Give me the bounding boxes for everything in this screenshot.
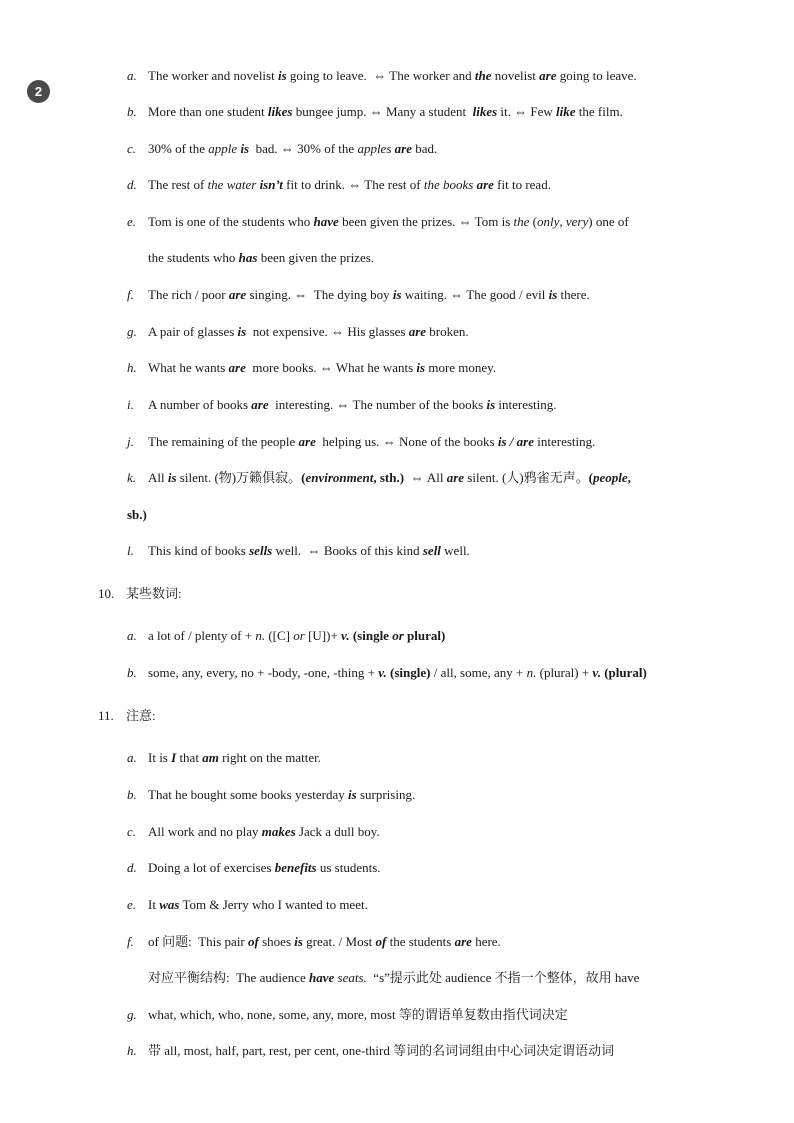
text: bad. — [249, 141, 281, 156]
item-label: a. — [127, 68, 137, 83]
text: ( — [529, 214, 537, 229]
emphasis: is — [294, 934, 303, 949]
item-label: a. — [127, 750, 137, 765]
text: bad. — [411, 141, 438, 156]
emphasis: sell — [422, 543, 441, 558]
emphasis: is — [240, 141, 250, 156]
text: more books. — [245, 360, 320, 375]
text: [U])+ — [304, 628, 342, 643]
text: there. — [557, 287, 590, 302]
text: well. — [440, 543, 470, 558]
text: That he bought some books yesterday — [148, 787, 349, 802]
text: some, any, every, no + -body, -one, -thing + — [148, 665, 379, 680]
italic-text: the water — [207, 177, 257, 192]
emphasis: are — [476, 177, 494, 192]
emphasis: sells — [249, 543, 273, 558]
italic-text: the books — [423, 177, 474, 192]
emphasis: benefits — [274, 860, 317, 875]
text: the students who — [148, 250, 239, 265]
italic-text: very — [565, 214, 589, 229]
text: us students. — [316, 860, 381, 875]
text: More than one student — [148, 104, 268, 119]
text: The dying boy — [307, 287, 393, 302]
item-label: e. — [127, 897, 137, 912]
item-label: b. — [127, 104, 137, 119]
bold-text: plural) — [403, 628, 446, 643]
double-arrow-icon: ⇔ — [280, 141, 294, 156]
text: the film. — [575, 104, 623, 119]
emphasis: are — [408, 324, 427, 339]
text: All — [423, 470, 447, 485]
text: interesting. — [268, 397, 337, 412]
italic-text: the — [513, 214, 530, 229]
double-arrow-icon: ⇔ — [382, 434, 396, 449]
text: The worker and — [386, 68, 475, 83]
item-label: g. — [127, 1007, 137, 1022]
italic-text: n. — [526, 665, 537, 680]
text: here. — [471, 934, 501, 949]
italic-text: apples — [357, 141, 392, 156]
section-number: 11. — [98, 708, 114, 723]
bold-text: (single) — [386, 665, 431, 680]
text: bungee jump. — [292, 104, 370, 119]
item-label: l. — [127, 543, 134, 558]
item-label: e. — [127, 214, 137, 229]
text: not expensive. — [246, 324, 332, 339]
text: ([C] — [265, 628, 294, 643]
section-title: 注意: — [126, 708, 156, 723]
text: , — [559, 214, 566, 229]
text: novelist — [491, 68, 540, 83]
double-arrow-icon: ⇔ — [369, 104, 383, 119]
emphasis: have — [313, 214, 339, 229]
section-number: 10. — [98, 586, 115, 601]
text: broken. — [426, 324, 469, 339]
emphasis: was — [159, 897, 180, 912]
emphasis: are — [454, 934, 472, 949]
text: Tom & Jerry who I wanted to meet. — [179, 897, 368, 912]
emphasis: likes — [267, 104, 293, 119]
double-arrow-icon: ⇔ — [331, 324, 345, 339]
text: / all, some, any + — [430, 665, 527, 680]
text: right on the matter. — [218, 750, 321, 765]
emphasis: v. — [592, 665, 601, 680]
text: surprising. — [356, 787, 416, 802]
item-label: h. — [127, 360, 137, 375]
emphasis: is — [277, 68, 287, 83]
text: Few — [527, 104, 557, 119]
list-item-11f-continuation — [148, 969, 639, 987]
emphasis: is — [167, 470, 177, 485]
double-arrow-icon: ⇔ — [319, 360, 333, 375]
emphasis: likes — [472, 104, 498, 119]
text: Jack a dull boy. — [295, 824, 380, 839]
text: it. — [497, 104, 515, 119]
item-label: i. — [127, 397, 134, 412]
text: interesting. — [495, 397, 557, 412]
double-arrow-icon: ⇔ — [307, 543, 321, 558]
list-item-9e-continuation — [148, 249, 374, 267]
bold-text: (plural) — [600, 665, 647, 680]
emphasis: or — [392, 628, 404, 643]
item-label: c. — [127, 141, 137, 156]
item-label: d. — [127, 860, 137, 875]
emphasis: I — [171, 750, 177, 765]
emphasis: v. — [341, 628, 350, 643]
text: 带 all, most, half, part, rest, per cent, one-third 等词的名词词组由中心词决定谓语动词 — [148, 1043, 615, 1058]
text: fit to drink. — [282, 177, 349, 192]
bold-text: , — [627, 470, 631, 485]
item-label: k. — [127, 470, 137, 485]
text: (plural) + — [536, 665, 593, 680]
text: The rich / poor — [148, 287, 229, 302]
double-arrow-icon: ⇔ — [336, 397, 350, 412]
text: great. / Most — [302, 934, 376, 949]
text: of 问题: This pair — [148, 934, 249, 949]
text: the students — [386, 934, 455, 949]
emphasis: are — [298, 434, 316, 449]
text: What he wants — [148, 360, 229, 375]
item-label: b. — [127, 665, 137, 680]
text: what, which, who, none, some, any, more, most 等的谓语单复数由指代词决定 — [148, 1007, 568, 1022]
text: The rest of — [361, 177, 424, 192]
text: silent. (人)鸦雀无声。 — [464, 470, 589, 485]
text: well. — [272, 543, 308, 558]
emphasis: are — [228, 360, 246, 375]
text: This kind of books — [148, 543, 250, 558]
double-arrow-icon: ⇔ — [458, 214, 472, 229]
text: All — [148, 470, 168, 485]
emphasis: am — [202, 750, 219, 765]
emphasis: are — [394, 141, 412, 156]
text: The rest of — [148, 177, 208, 192]
emphasis: has — [238, 250, 258, 265]
text: helping us. — [315, 434, 383, 449]
emphasis: are — [251, 397, 269, 412]
item-label: h. — [127, 1043, 137, 1058]
text: Many a student — [382, 104, 473, 119]
emphasis: are — [446, 470, 465, 485]
item-label: j. — [127, 434, 134, 449]
item-label: f. — [127, 287, 134, 302]
emphasis: of — [375, 934, 387, 949]
list-item-9k-continuation: sb.) — [127, 507, 147, 522]
double-arrow-icon: ⇔ — [348, 177, 362, 192]
text: Books of this kind — [320, 543, 423, 558]
emphasis: is — [392, 287, 402, 302]
bold-text: , sth.) — [373, 470, 405, 485]
item-label: g. — [127, 324, 137, 339]
item-label: a. — [127, 628, 137, 643]
text: Tom is — [471, 214, 514, 229]
item-label: c. — [127, 824, 137, 839]
text: What he wants — [332, 360, 417, 375]
emphasis: isn’t — [259, 177, 283, 192]
text: All work and no play — [148, 824, 262, 839]
emphasis: environment — [305, 470, 374, 485]
italic-text: apple — [208, 141, 238, 156]
emphasis: is — [486, 397, 496, 412]
bold-text: (single — [349, 628, 393, 643]
emphasis: are — [539, 68, 557, 83]
emphasis: have — [309, 970, 335, 985]
double-arrow-icon: ⇔ — [410, 470, 424, 485]
emphasis: like — [556, 104, 576, 119]
text: waiting. — [401, 287, 451, 302]
emphasis: v. — [378, 665, 387, 680]
text: fit to read. — [493, 177, 551, 192]
item-label: f. — [127, 934, 134, 949]
text: Doing a lot of exercises — [148, 860, 275, 875]
page-number-badge: 2 — [27, 80, 50, 103]
double-arrow-icon: ⇔ — [514, 104, 528, 119]
text: A pair of glasses — [148, 324, 238, 339]
text: been given the prizes. — [257, 250, 375, 265]
text: The number of the books — [349, 397, 487, 412]
emphasis: is — [416, 360, 426, 375]
emphasis: makes — [261, 824, 296, 839]
bold-text: ( — [588, 470, 593, 485]
text: going to leave. — [286, 68, 374, 83]
section-title: 某些数词: — [126, 586, 182, 601]
text: silent. (物)万籁俱寂。 — [176, 470, 302, 485]
item-label: d. — [127, 177, 137, 192]
emphasis: is / are — [497, 434, 534, 449]
text: Tom is one of the students who — [148, 214, 314, 229]
emphasis: of — [248, 934, 259, 949]
emphasis: people — [592, 470, 628, 485]
text: The remaining of the people — [148, 434, 299, 449]
text: shoes — [258, 934, 295, 949]
emphasis: the — [474, 68, 492, 83]
text: It — [148, 897, 160, 912]
italic-text: seats. — [334, 970, 367, 985]
text: None of the books — [395, 434, 498, 449]
text: been given the prizes. — [338, 214, 459, 229]
double-arrow-icon: ⇔ — [373, 68, 387, 83]
bold-text: ( — [301, 470, 306, 485]
text: It is — [148, 750, 172, 765]
double-arrow-icon: ⇔ — [294, 287, 308, 302]
emphasis: is — [237, 324, 247, 339]
text: 对应平衡结构: The audience — [148, 970, 310, 985]
text: The good / evil — [463, 287, 549, 302]
text: a lot of / plenty of + — [148, 628, 256, 643]
italic-text: n. — [255, 628, 266, 643]
text: interesting. — [534, 434, 596, 449]
italic-text: only — [537, 214, 560, 229]
text: The worker and novelist — [148, 68, 278, 83]
double-arrow-icon: ⇔ — [450, 287, 464, 302]
text: going to leave. — [556, 68, 637, 83]
text: more money. — [425, 360, 497, 375]
emphasis: is — [348, 787, 357, 802]
emphasis: are — [228, 287, 247, 302]
text: A number of books — [148, 397, 252, 412]
item-label: b. — [127, 787, 137, 802]
emphasis: is — [548, 287, 558, 302]
text: 30% of the — [148, 141, 209, 156]
text: 30% of the — [293, 141, 358, 156]
text: singing. — [246, 287, 295, 302]
text: that — [176, 750, 203, 765]
text: His glasses — [344, 324, 409, 339]
italic-text: or — [293, 628, 305, 643]
text: “s”提示此处 audience 不指一个整体，故用 have — [366, 970, 640, 985]
text: ) one of — [588, 214, 629, 229]
